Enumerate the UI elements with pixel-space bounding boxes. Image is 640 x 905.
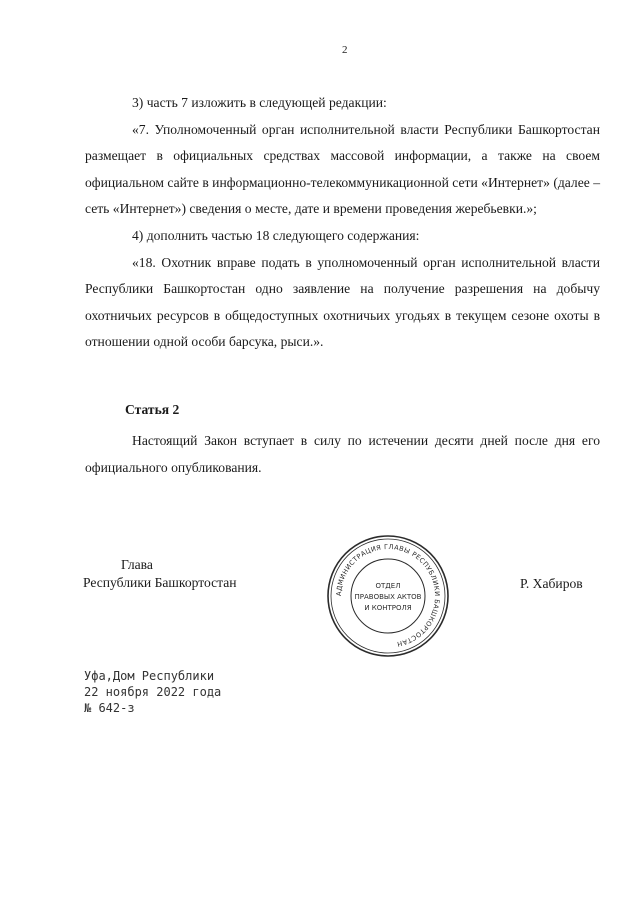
- article-paragraph: Настоящий Закон вступает в силу по истечении десяти дней после дня его официального опубликования.: [85, 433, 600, 475]
- page-number: 2: [342, 44, 348, 56]
- signatory-title-line2: Республики Башкортостан: [83, 575, 237, 590]
- official-seal: [325, 533, 451, 659]
- signatory-title-line1: Глава: [121, 557, 153, 572]
- seal-ring-text: АДМИНИСТРАЦИЯ ГЛАВЫ РЕСПУБЛИКИ БАШКОРТОСТАН: [334, 542, 442, 649]
- issuance-date: 22 ноября 2022 года: [84, 685, 222, 699]
- seal-center-line1: ОТДЕЛ: [375, 582, 401, 590]
- seal-center-line2: ПРАВОВЫХ АКТОВ: [354, 593, 422, 601]
- issuance-details: [84, 668, 221, 716]
- law-number: № 642-з: [84, 701, 135, 715]
- amendment-text: [85, 90, 600, 356]
- paragraph-item-4: 4) дополнить частью 18 следующего содержания:: [132, 227, 420, 243]
- paragraph-part-7: «7. Уполномоченный орган исполнительной власти Республики Башкортостан размещает в официальных средствах массовой информации, а также на своем официальном сайте в информационно-телекоммуникационной сети «Интернет» (далее – сеть «Интернет») сведения о месте, дате и времени проведения жеребьевки.»;: [85, 121, 600, 217]
- article-body: [85, 428, 600, 481]
- seal-center-line3: И КОНТРОЛЯ: [364, 604, 412, 612]
- paragraph-item-3: 3) часть 7 изложить в следующей редакции:: [132, 95, 387, 110]
- signatory-title: [83, 556, 237, 592]
- article-heading: Статья 2: [125, 402, 180, 417]
- paragraph-part-18: «18. Охотник вправе подать в уполномоченный орган исполнительной власти Республики Башкортостан одно заявление на получение разрешения на добычу охотничьих ресурсов в общедоступных охотничьих угодьях в текущем сезоне охоты в отношении одной особи барсука, рыси.».: [85, 254, 600, 350]
- issuance-place: Уфа,Дом Республики: [84, 669, 215, 683]
- signatory-name: Р. Хабиров: [520, 576, 583, 591]
